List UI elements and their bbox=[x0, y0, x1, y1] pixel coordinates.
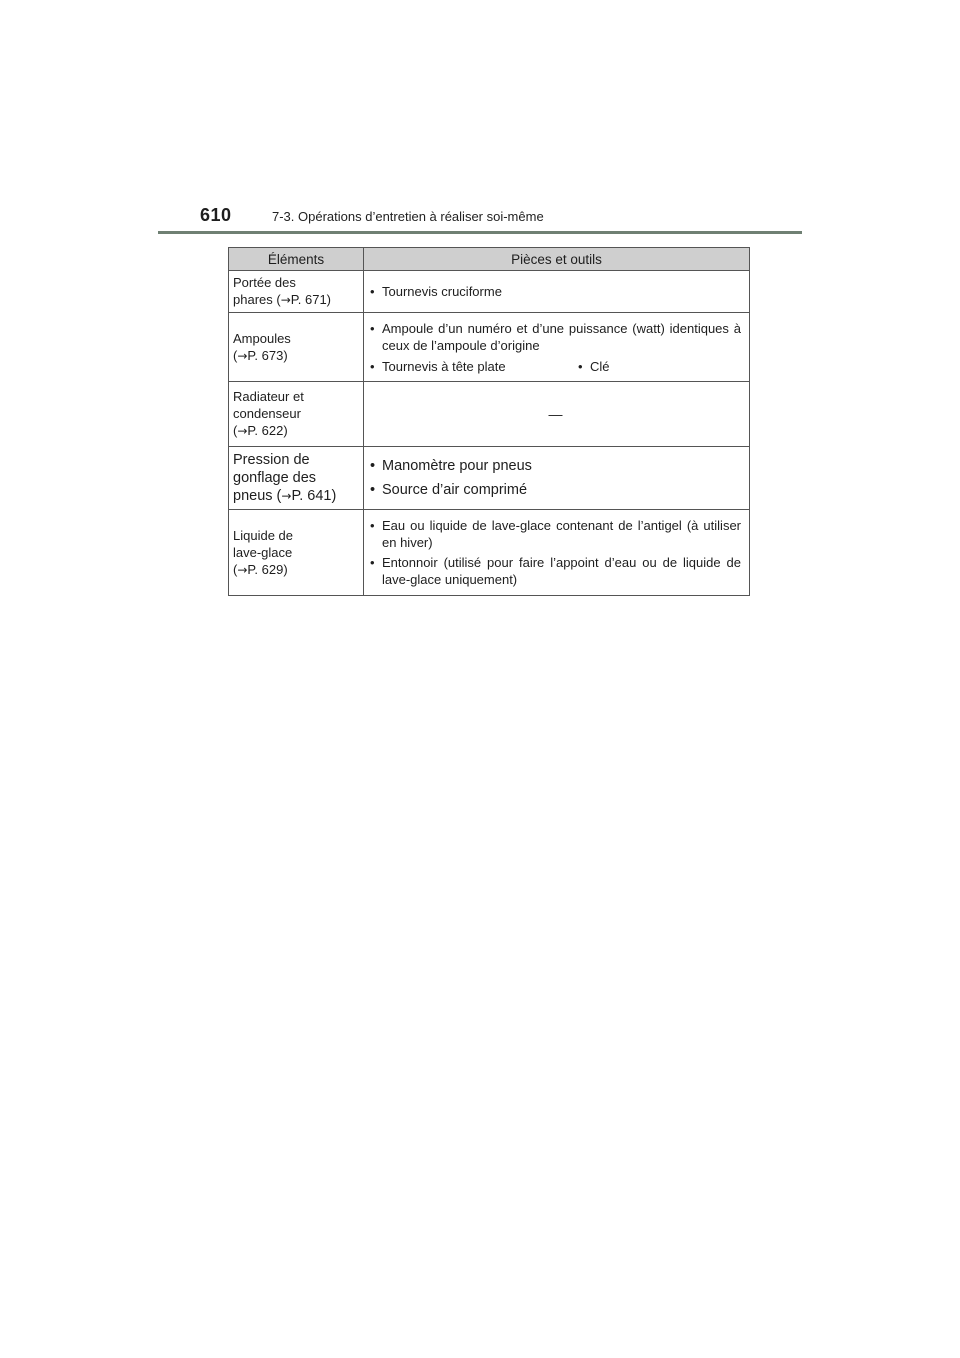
page-reference: P. 673) bbox=[247, 347, 288, 363]
page-reference: P. 671) bbox=[290, 292, 332, 307]
list-item: • Tournevis à tête plate bbox=[370, 358, 578, 375]
item-cell bbox=[229, 447, 364, 510]
page-reference: P. 622) bbox=[247, 423, 288, 438]
item-label-line: gonflage des bbox=[233, 470, 317, 486]
item-label-line: condenseur bbox=[233, 406, 301, 421]
list-item: • Eau ou liquide de lave-glace contenant de l’antigel (à utiliser en hiver) bbox=[370, 517, 741, 551]
header-rule bbox=[158, 231, 802, 234]
item-label-line: Radiateur et bbox=[233, 389, 304, 404]
item-label-line: Liquide de bbox=[233, 527, 293, 543]
arrow-right-icon: → bbox=[280, 293, 291, 307]
table-row bbox=[229, 510, 750, 596]
page-reference: P. 641) bbox=[291, 488, 337, 504]
list-item: • Entonnoir (utilisé pour faire l’appoint d’eau ou de liquide de lave-glace uniquement) bbox=[370, 554, 741, 588]
page-number: 610 bbox=[200, 205, 232, 225]
tools-cell bbox=[364, 271, 750, 313]
table-row bbox=[229, 382, 750, 447]
item-label-line: ( bbox=[233, 423, 238, 438]
table-row bbox=[229, 271, 750, 313]
tools-cell bbox=[364, 510, 750, 596]
arrow-right-icon: → bbox=[281, 489, 292, 503]
tools-cell-empty bbox=[364, 382, 750, 447]
column-header-items: Éléments bbox=[229, 248, 364, 271]
table-row bbox=[229, 447, 750, 510]
tools-cell bbox=[364, 313, 750, 382]
list-item: • Tournevis cruciforme bbox=[370, 283, 741, 300]
item-label-line: pneus ( bbox=[233, 488, 282, 504]
item-cell bbox=[229, 271, 364, 313]
item-label-line: ( bbox=[233, 347, 238, 363]
item-cell bbox=[229, 313, 364, 382]
item-label-line: Ampoules bbox=[233, 330, 291, 346]
item-label-line: ( bbox=[233, 561, 238, 577]
page-reference: P. 629) bbox=[247, 561, 288, 577]
list-item: • Source d’air comprimé bbox=[370, 481, 741, 499]
table-row bbox=[229, 313, 750, 382]
section-title: 7-3. Opérations d’entretien à réaliser soi-même bbox=[272, 209, 544, 224]
list-item: • Ampoule d’un numéro et d’une puissance (watt) identiques à ceux de l’ampoule d’origine bbox=[370, 320, 741, 354]
parts-and-tools-table bbox=[228, 247, 750, 596]
list-item: • Manomètre pour pneus bbox=[370, 457, 741, 475]
arrow-right-icon: → bbox=[237, 348, 248, 363]
item-cell bbox=[229, 510, 364, 596]
item-label-line: phares ( bbox=[233, 292, 281, 307]
table-header-row bbox=[229, 248, 750, 271]
dash: — bbox=[548, 405, 563, 422]
list-item: • Clé bbox=[578, 358, 610, 375]
column-header-tools: Pièces et outils bbox=[364, 248, 750, 271]
item-label-line: Portée des bbox=[233, 275, 296, 290]
arrow-right-icon: → bbox=[237, 562, 248, 577]
tools-cell bbox=[364, 447, 750, 510]
item-label-line: lave-glace bbox=[233, 544, 293, 560]
item-label-line: Pression de bbox=[233, 452, 310, 468]
item-cell bbox=[229, 382, 364, 447]
arrow-right-icon: → bbox=[237, 424, 248, 438]
